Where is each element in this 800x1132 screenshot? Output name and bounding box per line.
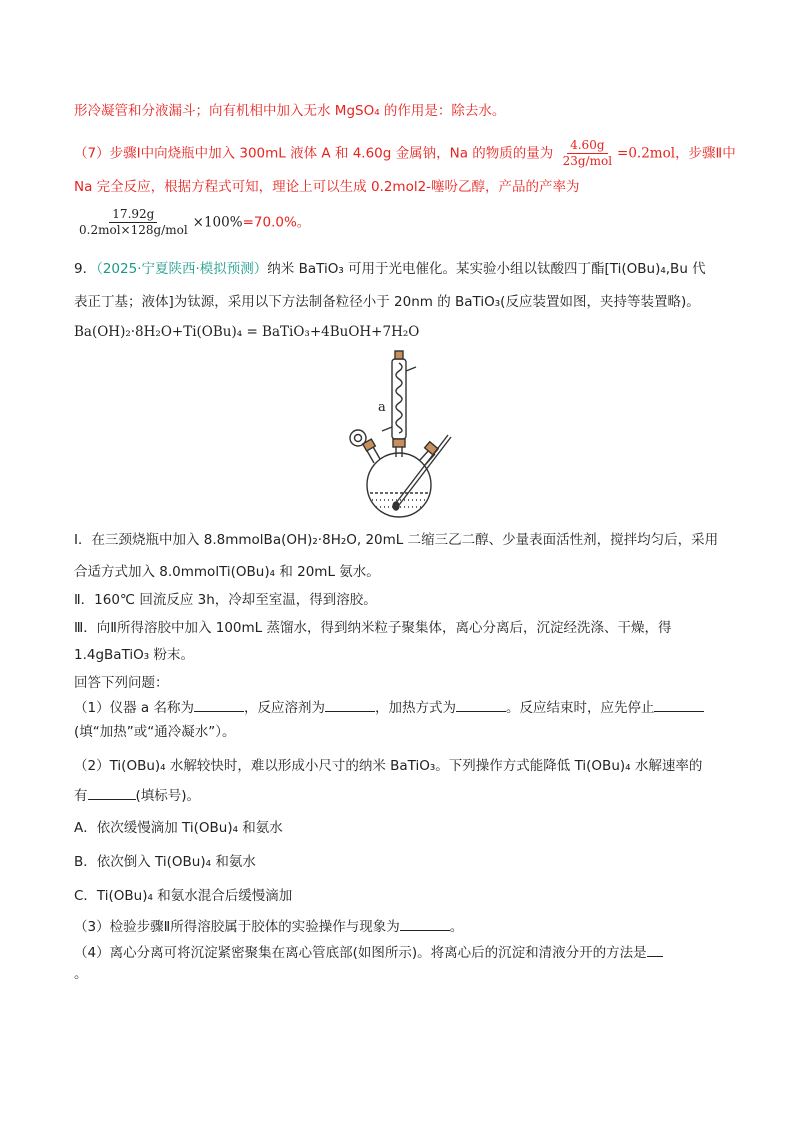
answer-line-1: 形冷凝管和分液漏斗；向有机相中加入无水 MgSO₄ 的作用是：除去水。 xyxy=(74,103,506,119)
sub1-text-4: 。反应结束时，应先停止 xyxy=(505,700,655,716)
fraction-numerator: 4.60g xyxy=(567,138,607,154)
yield-result: =70.0%。 xyxy=(242,214,311,231)
answer-blank-3[interactable] xyxy=(456,697,506,712)
reflux-apparatus-figure xyxy=(340,345,500,520)
step-3-line-1: Ⅲ．向Ⅱ所得溶胶中加入 100mL 蒸馏水，得到纳米粒子聚集体，离心分离后，沉淀经洗涤、干燥，得 xyxy=(74,620,672,636)
answer-item-7-tail: ，步骤Ⅱ中 xyxy=(675,145,736,162)
fraction-denominator: 23g/mol xyxy=(562,154,613,168)
q9-intro-2: 表正丁基；液体]为钛源，采用以下方法制备粒径小于 20nm 的 BaTiO₃(反应装置如图，夹持等装置略)。 xyxy=(74,294,700,310)
sub-question-4-line-2: 。 xyxy=(74,966,88,982)
sub3-text-1: （3）检验步骤Ⅱ所得溶胶属于胶体的实验操作与现象为 xyxy=(74,919,400,935)
answer-blank-7[interactable] xyxy=(647,942,663,957)
answer-blank-5[interactable] xyxy=(88,785,136,800)
step-2: Ⅱ．160℃ 回流反应 3h，冷却至室温，得到溶胶。 xyxy=(74,592,377,608)
step-1-line-2: 合适方式加入 8.0mmolTi(OBu)₄ 和 20mL 氨水。 xyxy=(74,564,380,580)
step-3-line-2: 1.4gBaTiO₃ 粉末。 xyxy=(74,647,194,663)
answer-item-7 xyxy=(74,138,736,169)
question-number: 9． xyxy=(74,261,97,277)
sub1-text-1: （1）仪器 a 名称为 xyxy=(74,700,194,716)
question-intro-text: 纳米 BaTiO₃ 可用于光电催化。某实验小组以钛酸四丁酯[Ti(OBu)₄,Bu 代 xyxy=(267,261,706,277)
sub-question-2: （2）Ti(OBu)₄ 水解较快时，难以形成小尺寸的纳米 BaTiO₃。下列操作方式能降低 Ti(OBu)₄ 水解速率的 xyxy=(74,758,703,774)
sub1-text-2: ，反应溶剂为 xyxy=(243,700,325,716)
yield-percent: ×100% xyxy=(192,214,243,231)
sub2-text-1: 有 xyxy=(74,788,88,804)
q9-intro-1 xyxy=(74,259,706,279)
yield-numerator: 17.92g xyxy=(109,207,157,223)
option-c: C．Ti(OBu)₄ 和氨水混合后缓慢滴加 xyxy=(74,888,293,904)
reaction-equation: Ba(OH)₂·8H₂O+Ti(OBu)₄ = BaTiO₃+4BuOH+7H₂O xyxy=(74,324,420,340)
answer-item-7-text: （7）步骤Ⅰ中向烧瓶中加入 300mL 液体 A 和 4.60g 金属钠，Na 的物质的量为 xyxy=(74,145,554,162)
sub-question-3 xyxy=(74,916,463,937)
answer-item-7-result: =0.2mol xyxy=(617,145,676,162)
yield-denominator: 0.2mol×128g/mol xyxy=(79,223,188,237)
answer-item-7-line-2: Na 完全反应，根据方程式可知，理论上可以生成 0.2mol2-噻吩乙醇，产品的产率为 xyxy=(74,179,580,195)
answer-blank-2[interactable] xyxy=(325,697,375,712)
answer-blank-1[interactable] xyxy=(194,697,244,712)
question-source: （2025·宁夏陕西·模拟预测） xyxy=(96,261,268,277)
yield-expression xyxy=(74,207,310,238)
sub1-text-3: ，加热方式为 xyxy=(374,700,456,716)
sub-question-1-line-2: (填“加热”或“通冷凝水”）。 xyxy=(74,724,236,740)
option-a: A．依次缓慢滴加 Ti(OBu)₄ 和氨水 xyxy=(74,820,283,836)
sub-question-1 xyxy=(74,697,704,718)
step-1-line-1: Ⅰ．在三颈烧瓶中加入 8.8mmolBa(OH)₂·8H₂O, 20mL 二缩三乙二醇、少量表面活性剂，搅拌均匀后，采用 xyxy=(74,532,719,548)
option-b: B．依次倒入 Ti(OBu)₄ 和氨水 xyxy=(74,854,256,870)
yield-fraction xyxy=(76,207,191,238)
sub3-text-2: 。 xyxy=(449,919,464,935)
sub4-text-1: （4）离心分离可将沉淀紧密聚集在离心管底部(如图所示)。将离心后的沉淀和清液分开的方法是 xyxy=(74,945,647,961)
answer-blank-4[interactable] xyxy=(654,697,704,712)
answer-blank-6[interactable] xyxy=(400,916,450,931)
sub-question-4 xyxy=(74,942,663,963)
sodium-moles-fraction xyxy=(560,138,615,169)
answer-prompt: 回答下列问题： xyxy=(74,675,169,691)
sub2-text-2: (填标号)。 xyxy=(135,788,201,804)
sub-question-2-line-2 xyxy=(74,785,200,806)
apparatus-label-a: a xyxy=(378,400,386,415)
